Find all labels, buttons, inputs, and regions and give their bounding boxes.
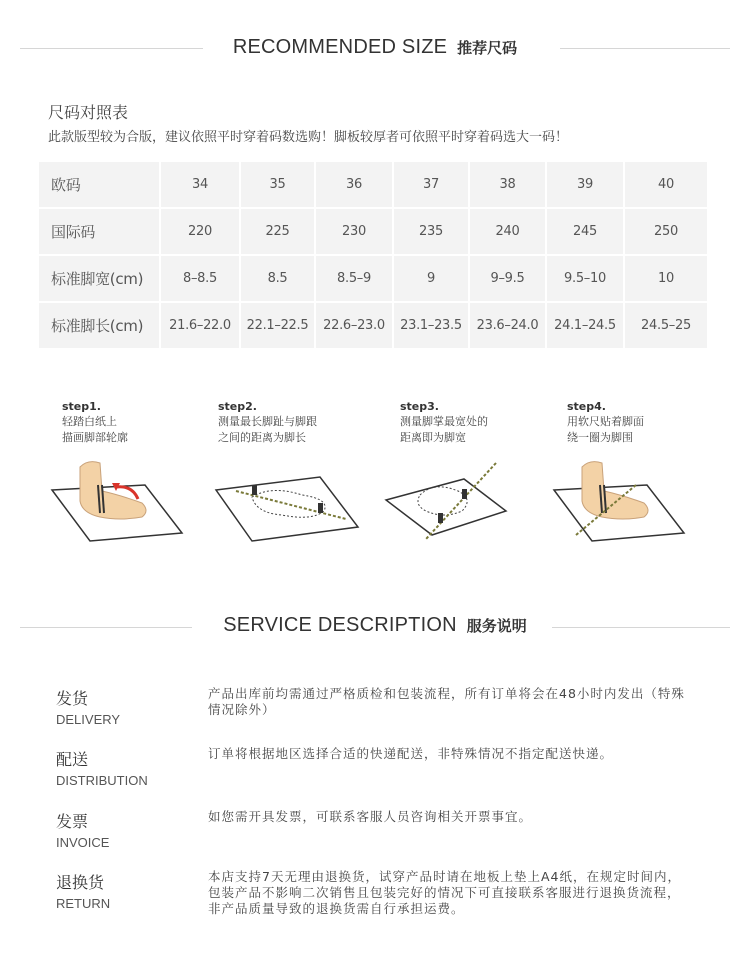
table-cell: 22.6–23.0 — [315, 302, 393, 349]
row-label: 欧码 — [38, 161, 160, 208]
service-text-invoice: 如您需开具发票，可联系客服人员咨询相关开票事宜。 — [208, 809, 533, 824]
table-cell: 240 — [469, 208, 546, 255]
step-desc-line: 描画脚部轮廓 — [62, 431, 128, 444]
table-cell: 8–8.5 — [160, 255, 240, 302]
table-cell: 23.1–23.5 — [393, 302, 469, 349]
step-desc-line: 用软尺贴着脚面 — [567, 415, 644, 428]
service-label-zh: 发票 — [56, 812, 89, 831]
step-desc-line: 轻踏白纸上 — [62, 415, 117, 428]
table-cell: 225 — [240, 208, 315, 255]
service-label-zh: 发货 — [56, 689, 89, 708]
service-label-distribution — [56, 747, 148, 788]
step-title: step4. — [567, 400, 606, 413]
row-label: 国际码 — [38, 208, 160, 255]
step2-foot-length-illustration — [212, 455, 362, 545]
size-chart-heading: 尺码对照表 — [48, 103, 129, 122]
step-desc-line: 测量最长脚趾与脚跟 — [218, 415, 317, 428]
service-label-en: RETURN — [56, 896, 111, 911]
step1-trace-foot-illustration — [50, 455, 190, 545]
service-label-zh: 配送 — [56, 750, 89, 769]
service-text-return: 本店支持7天无理由退换货，试穿产品时请在地板上垫上A4纸，在规定时间内，包装产品不影响二次销售且包装完好的情况下可直接联系客服进行退换货流程，非产品质量导致的退换货需自行承担运费。 — [208, 869, 681, 916]
row-label: 标准脚宽(cm) — [38, 255, 160, 302]
table-cell: 34 — [160, 161, 240, 208]
table-cell: 235 — [393, 208, 469, 255]
table-cell: 245 — [546, 208, 624, 255]
step-3 — [400, 400, 550, 445]
service-title-en: SERVICE DESCRIPTION — [223, 614, 457, 636]
step-desc-line: 测量脚掌最宽处的 — [400, 415, 488, 428]
table-row — [38, 208, 708, 255]
table-cell: 23.6–24.0 — [469, 302, 546, 349]
table-row — [38, 302, 708, 349]
table-cell: 21.6–22.0 — [160, 302, 240, 349]
size-section-title — [0, 36, 750, 59]
table-cell: 10 — [624, 255, 708, 302]
service-text-distribution: 订单将根据地区选择合适的快递配送，非特殊情况不指定配送快递。 — [208, 746, 614, 761]
table-cell: 35 — [240, 161, 315, 208]
table-cell: 39 — [546, 161, 624, 208]
step-title: step2. — [218, 400, 257, 413]
table-cell: 24.1–24.5 — [546, 302, 624, 349]
table-row — [38, 255, 708, 302]
service-label-zh: 退换货 — [56, 873, 105, 892]
table-cell: 250 — [624, 208, 708, 255]
row-label: 标准脚长(cm) — [38, 302, 160, 349]
step-1 — [62, 400, 212, 445]
service-label-return — [56, 870, 110, 911]
step-title: step1. — [62, 400, 101, 413]
service-label-invoice — [56, 809, 109, 850]
table-cell: 36 — [315, 161, 393, 208]
table-row — [38, 161, 708, 208]
step-2 — [218, 400, 368, 445]
service-label-en: INVOICE — [56, 835, 110, 850]
step-title: step3. — [400, 400, 439, 413]
service-label-delivery — [56, 686, 120, 727]
table-cell: 8.5 — [240, 255, 315, 302]
size-table — [37, 160, 709, 350]
service-label-en: DELIVERY — [56, 712, 121, 727]
service-label-en: DISTRIBUTION — [56, 773, 148, 788]
step3-foot-width-illustration — [384, 455, 516, 545]
step-4 — [567, 400, 717, 445]
size-chart-note: 此款版型较为合版，建议依照平时穿着码数选购！脚板较厚者可依照平时穿着码选大一码！ — [48, 130, 569, 145]
size-title-zh: 推荐尺码 — [457, 40, 518, 57]
size-title-en: RECOMMENDED SIZE — [232, 36, 448, 58]
table-cell: 9–9.5 — [469, 255, 546, 302]
table-cell: 8.5–9 — [315, 255, 393, 302]
service-section-title — [0, 614, 750, 637]
table-cell: 22.1–22.5 — [240, 302, 315, 349]
table-cell: 24.5–25 — [624, 302, 708, 349]
table-cell: 230 — [315, 208, 393, 255]
step4-foot-girth-illustration — [552, 455, 692, 545]
table-cell: 37 — [393, 161, 469, 208]
service-text-delivery: 产品出库前均需通过严格质检和包装流程，所有订单将会在48小时内发出（特殊情况除外） — [208, 686, 685, 717]
table-cell: 9 — [393, 255, 469, 302]
step-desc-line: 距离即为脚宽 — [400, 431, 466, 444]
step-desc-line: 绕一圈为脚围 — [567, 431, 633, 444]
step-desc-line: 之间的距离为脚长 — [218, 431, 306, 444]
service-title-zh: 服务说明 — [466, 618, 527, 635]
table-cell: 40 — [624, 161, 708, 208]
table-cell: 38 — [469, 161, 546, 208]
table-cell: 220 — [160, 208, 240, 255]
table-cell: 9.5–10 — [546, 255, 624, 302]
